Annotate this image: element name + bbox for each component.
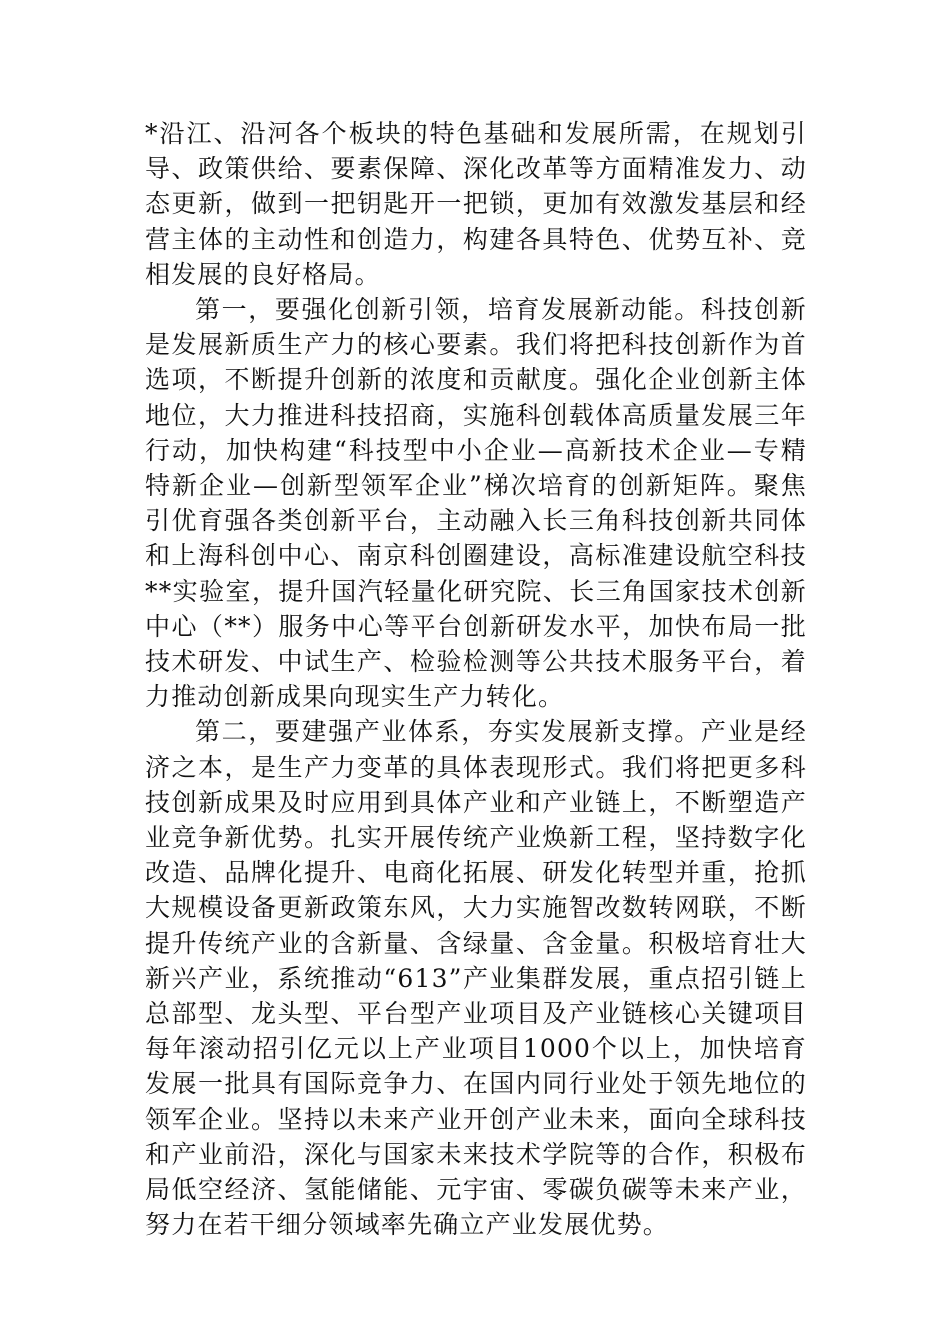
document-body: [145, 116, 807, 1243]
paragraph-innovation: 第一，要强化创新引领，培育发展新动能。科技创新是发展新质生产力的核心要素。我们将把科技创新作为首选项，不断提升创新的浓度和贡献度。强化企业创新主体地位，大力推进科技招商，实施科创载体高质量发展三年行动，加快构建“科技型中小企业—高新技术企业—专精特新企业—创新型领军企业”梯次培育的创新矩阵。聚焦引优育强各类创新平台，主动融入长三角科技创新共同体和上海科创中心、南京科创圈建设，高标准建设航空科技**实验室，提升国汽轻量化研究院、长三角国家技术创新中心（**）服务中心等平台创新研发水平，加快布局一批技术研发、中试生产、检验检测等公共技术服务平台，着力推动创新成果向现实生产力转化。: [145, 295, 807, 712]
paragraph-industry: 第二，要建强产业体系，夯实发展新支撑。产业是经济之本，是生产力变革的具体表现形式。我们将把更多科技创新成果及时应用到具体产业和产业链上，不断塑造产业竞争新优势。扎实开展传统产业焕新工程，坚持数字化改造、品牌化提升、电商化拓展、研发化转型并重，抢抓大规模设备更新政策东风，大力实施智改数转网联，不断提升传统产业的含新量、含绿量、含金量。积极培育壮大新兴产业，系统推动“613”产业集群发展，重点招引链上总部型、龙头型、平台型产业项目及产业链核心关键项目每年滚动招引亿元以上产业项目1000个以上，加快培育发展一批具有国际竞争力、在国内同行业处于领先地位的领军企业。坚持以未来产业开创产业未来，面向全球科技和产业前沿，深化与国家未来技术学院等的合作，积极布局低空经济、氢能储能、元宇宙、零碳负碳等未来产业，努力在若干细分领域率先确立产业发展优势。: [145, 717, 807, 1240]
paragraph-continuation: *沿江、沿河各个板块的特色基础和发展所需，在规划引导、政策供给、要素保障、深化改革等方面精准发力、动态更新，做到一把钥匙开一把锁，更加有效激发基层和经营主体的主动性和创造力，构建各具特色、优势互补、竞相发展的良好格局。: [145, 119, 807, 289]
